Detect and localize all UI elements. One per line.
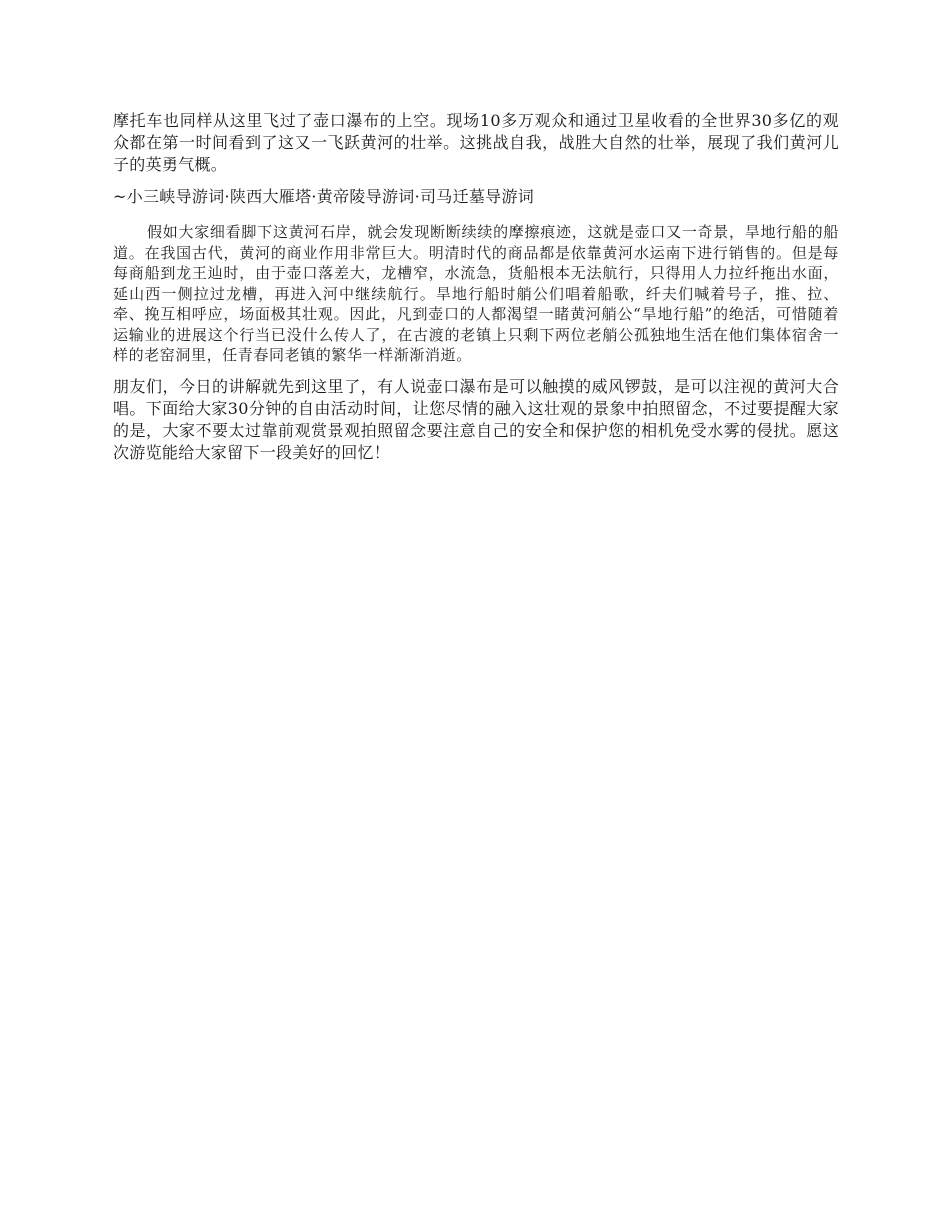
paragraph-closing: 朋友们，今日的讲解就先到这里了，有人说壶口瀑布是可以触摸的威风锣鼓，是可以注视的黄河大合唱。下面给大家30分钟的自由活动时间，让您尽情的融入这壮观的景象中拍照留念，不过要提醒大家的是，大家不要太过靠前观赏景观拍照留念要注意自己的安全和保护您的相机免受水雾的侵扰。愿这次游览能给大家留下一段美好的回忆！: [113, 376, 839, 462]
related-links: ~小三峡导游词·陕西大雁塔·黄帝陵导游词·司马迁墓导游词: [113, 187, 535, 206]
document-page: [113, 110, 839, 474]
paragraph-intro: 摩托车也同样从这里飞过了壶口瀑布的上空。现场10多万观众和通过卫星收看的全世界30多亿的观众都在第一时间看到了这又一飞跃黄河的壮举。这挑战自我，战胜大自然的壮举，展现了我们黄河儿子的英勇气概。: [113, 111, 839, 174]
paragraph-dry-land-boat: 假如大家细看脚下这黄河石岸，就会发现断断续续的摩擦痕迹，这就是壶口又一奇景，旱地行船的船道。在我国古代，黄河的商业作用非常巨大。明清时代的商品都是依靠黄河水运南下进行销售的。但是每每商船到龙王辿时，由于壶口落差大，龙槽窄，水流急，货船根本无法航行，只得用人力拉纤拖出水面，延山西一侧拉过龙槽，再进入河中继续航行。旱地行船时艄公们唱着船歌，纤夫们喊着号子，推、拉、牵、挽互相呼应，场面极其壮观。因此，凡到壶口的人都渴望一睹黄河艄公“旱地行船”的绝活，可惜随着运输业的进展这个行当已没什么传人了，在古渡的老镇上只剩下两位老艄公孤独地生活在他们集体宿舍一样的老窑洞里，任青春同老镇的繁华一样渐渐消逝。: [113, 223, 839, 364]
